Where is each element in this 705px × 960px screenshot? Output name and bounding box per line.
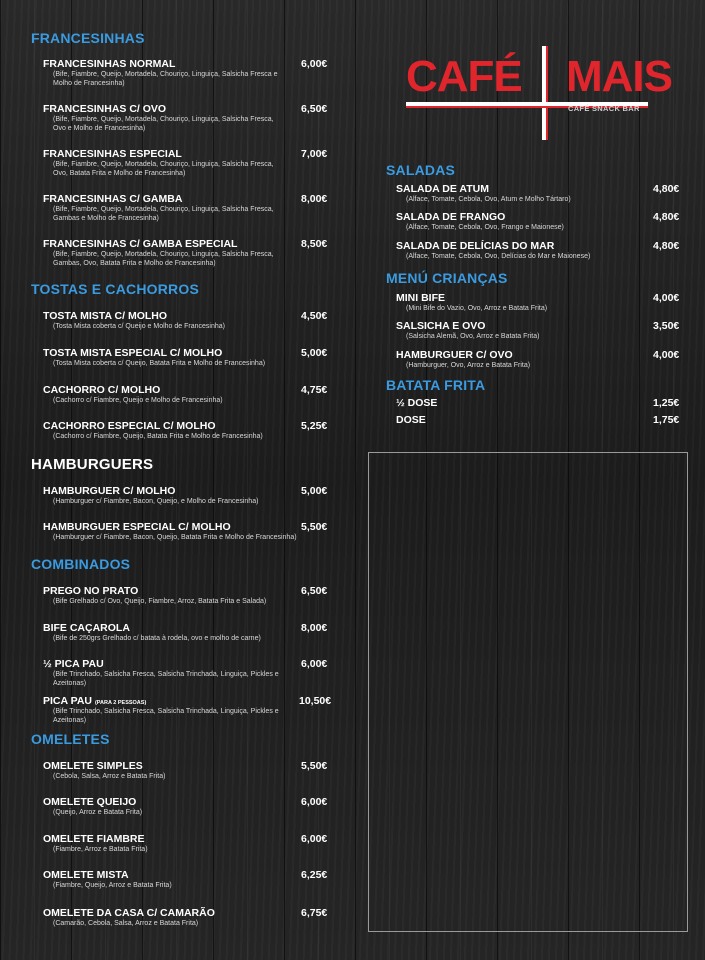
item-price: 4,80€ [653, 240, 680, 252]
item-name: OMELETE SIMPLES [43, 760, 143, 772]
item-desc: (Cebola, Salsa, Arroz e Batata Frita) [53, 773, 166, 780]
item-desc: (Bife Grelhado c/ Ovo, Queijo, Fiambre, Arroz, Batata Frita e Salada) [53, 598, 267, 605]
empty-frame [368, 452, 688, 932]
item-desc: (Bife, Fiambre, Queijo, Mortadela, Chouriço, Linguiça, Salsicha Fresca, Ovo e Molho de Francesinha) [53, 116, 274, 132]
item-desc: (Alface, Tomate, Cebola, Ovo, Frango e Maionese) [406, 224, 564, 231]
item-price: 10,50€ [299, 695, 332, 707]
logo-word-mais: MAIS [566, 52, 672, 101]
item-desc: (Fiambre, Arroz e Batata Frita) [53, 846, 148, 853]
item-name: OMELETE QUEIJO [43, 796, 137, 808]
item-price: 8,50€ [301, 238, 328, 250]
item-desc: (Salsicha Alemã, Ovo, Arroz e Batata Frita) [406, 333, 540, 340]
item-price: 5,50€ [301, 521, 328, 533]
item-desc: (Alface, Tomate, Cebola, Ovo, Atum e Molho Tártaro) [406, 196, 571, 203]
item-name: HAMBURGUER ESPECIAL C/ MOLHO [43, 521, 231, 533]
item-price: 5,00€ [301, 347, 328, 359]
item-price: 1,25€ [653, 397, 680, 409]
item-desc: (Cachorro c/ Fiambre, Queijo, Batata Frita e Molho de Francesinha) [53, 433, 263, 440]
item-desc: (Bife Trinchado, Salsicha Fresca, Salsicha Trinchada, Linguiça, Pickles e Azeitonas) [53, 671, 279, 687]
item-price: 6,25€ [301, 869, 328, 881]
logo [404, 44, 672, 142]
item-name: DOSE [396, 414, 426, 426]
section-title-criancas: MENÚ CRIANÇAS [386, 270, 508, 286]
item-desc: (Mini Bife do Vazio, Ovo, Arroz e Batata Frita) [406, 305, 548, 312]
section-title-combinados: COMBINADOS [31, 556, 131, 572]
item-desc: (Tosta Mista coberta c/ Queijo, Batata Frita e Molho de Francesinha) [53, 360, 266, 367]
logo-word-cafe: CAFÉ [406, 52, 522, 101]
item-price: 4,50€ [301, 310, 328, 322]
item-price: 4,00€ [653, 349, 680, 361]
item-name: BIFE CAÇAROLA [43, 622, 130, 634]
item-desc: (Bife, Fiambre, Queijo, Mortadela, Chouriço, Linguiça, Salsicha Fresca, Gambas e Molho de Francesinha) [53, 206, 274, 222]
item-name: FRANCESINHAS ESPECIAL [43, 148, 182, 160]
item-desc: (Queijo, Arroz e Batata Frita) [53, 809, 143, 816]
item-name: OMELETE FIAMBRE [43, 833, 145, 845]
item-desc: (Bife de 250grs Grelhado c/ batata à rodela, ovo e molho de carne) [53, 635, 261, 642]
section-title-batata-frita: BATATA FRITA [386, 377, 486, 393]
item-price: 8,00€ [301, 193, 328, 205]
item-price: 7,00€ [301, 148, 328, 160]
item-name: HAMBURGUER C/ OVO [396, 349, 513, 361]
item-name: PREGO NO PRATO [43, 585, 139, 597]
item-desc: (Hamburguer, Ovo, Arroz e Batata Frita) [406, 362, 531, 369]
item-price: 5,50€ [301, 760, 328, 772]
item-name: SALADA DE DELÍCIAS DO MAR [396, 240, 555, 252]
item-desc: (Bife, Fiambre, Queijo, Mortadela, Chouriço, Linguiça, Salsicha Fresca, Gambas, Ovo, Batata Frita e Molho de Francesinha) [53, 251, 274, 267]
item-name: PICA PAU (PARA 2 PESSOAS) [43, 695, 147, 707]
item-price: 4,75€ [301, 384, 328, 396]
item-name: ½ PICA PAU [43, 658, 104, 670]
item-desc: (Bife, Fiambre, Queijo, Mortadela, Chouriço, Linguiça, Salsicha Fresca e Molho de Francesinha) [53, 71, 278, 87]
item-price: 6,00€ [301, 658, 328, 670]
item-price: 6,00€ [301, 833, 328, 845]
item-name: TOSTA MISTA ESPECIAL C/ MOLHO [43, 347, 223, 359]
item-price: 6,75€ [301, 907, 328, 919]
logo-subtitle: CAFÉ SNACK BAR [568, 104, 640, 113]
item-price: 4,00€ [653, 292, 680, 304]
item-name: FRANCESINHAS C/ GAMBA ESPECIAL [43, 238, 238, 250]
section-title-francesinhas: FRANCESINHAS [31, 30, 145, 46]
item-name: OMELETE MISTA [43, 869, 129, 881]
item-desc: (Fiambre, Queijo, Arroz e Batata Frita) [53, 882, 172, 889]
item-name: FRANCESINHAS C/ GAMBA [43, 193, 183, 205]
item-price: 6,00€ [301, 796, 328, 808]
logo-cross-vertical-red [546, 46, 548, 140]
item-price: 6,00€ [301, 58, 328, 70]
item-desc: (Camarão, Cebola, Salsa, Arroz e Batata Frita) [53, 920, 199, 927]
section-title-hamburguers: HAMBURGUERS [31, 456, 154, 473]
item-price: 4,80€ [653, 183, 680, 195]
item-price: 6,50€ [301, 103, 328, 115]
item-price: 6,50€ [301, 585, 328, 597]
item-name: SALSICHA E OVO [396, 320, 486, 332]
item-name: ½ DOSE [396, 397, 438, 409]
item-price: 8,00€ [301, 622, 328, 634]
item-price: 4,80€ [653, 211, 680, 223]
item-price: 3,50€ [653, 320, 680, 332]
item-name: SALADA DE FRANGO [396, 211, 506, 223]
section-title-saladas: SALADAS [386, 162, 456, 178]
item-name: HAMBURGUER C/ MOLHO [43, 485, 176, 497]
item-desc: (Hamburguer c/ Fiambre, Bacon, Queijo, e Molho de Francesinha) [53, 498, 259, 505]
item-name: OMELETE DA CASA C/ CAMARÃO [43, 907, 215, 919]
item-price: 5,25€ [301, 420, 328, 432]
item-name: FRANCESINHAS C/ OVO [43, 103, 167, 115]
item-name: CACHORRO C/ MOLHO [43, 384, 161, 396]
item-name: MINI BIFE [396, 292, 445, 304]
item-name: TOSTA MISTA C/ MOLHO [43, 310, 168, 322]
section-title-tostas: TOSTAS E CACHORROS [31, 281, 199, 297]
item-desc: (Hamburguer c/ Fiambre, Bacon, Queijo, Batata Frita e Molho de Francesinha) [53, 534, 297, 541]
item-name-note: (PARA 2 PESSOAS) [94, 700, 147, 706]
item-price: 5,00€ [301, 485, 328, 497]
item-name: FRANCESINHAS NORMAL [43, 58, 176, 70]
item-name: SALADA DE ATUM [396, 183, 489, 195]
item-desc: (Cachorro c/ Fiambre, Queijo e Molho de Francesinha) [53, 397, 223, 404]
item-name: CACHORRO ESPECIAL C/ MOLHO [43, 420, 216, 432]
item-desc: (Bife Trinchado, Salsicha Fresca, Salsicha Trinchada, Linguiça, Pickles e Azeitonas) [53, 708, 279, 724]
item-desc: (Tosta Mista coberta c/ Queijo e Molho de Francesinha) [53, 323, 225, 330]
item-desc: (Bife, Fiambre, Queijo, Mortadela, Chouriço, Linguiça, Salsicha Fresca, Ovo, Batata Frita e Molho de Francesinha) [53, 161, 274, 177]
item-price: 1,75€ [653, 414, 680, 426]
section-title-omeletes: OMELETES [31, 731, 110, 747]
item-desc: (Alface, Tomate, Cebola, Ovo, Delícias do Mar e Maionese) [406, 253, 591, 260]
